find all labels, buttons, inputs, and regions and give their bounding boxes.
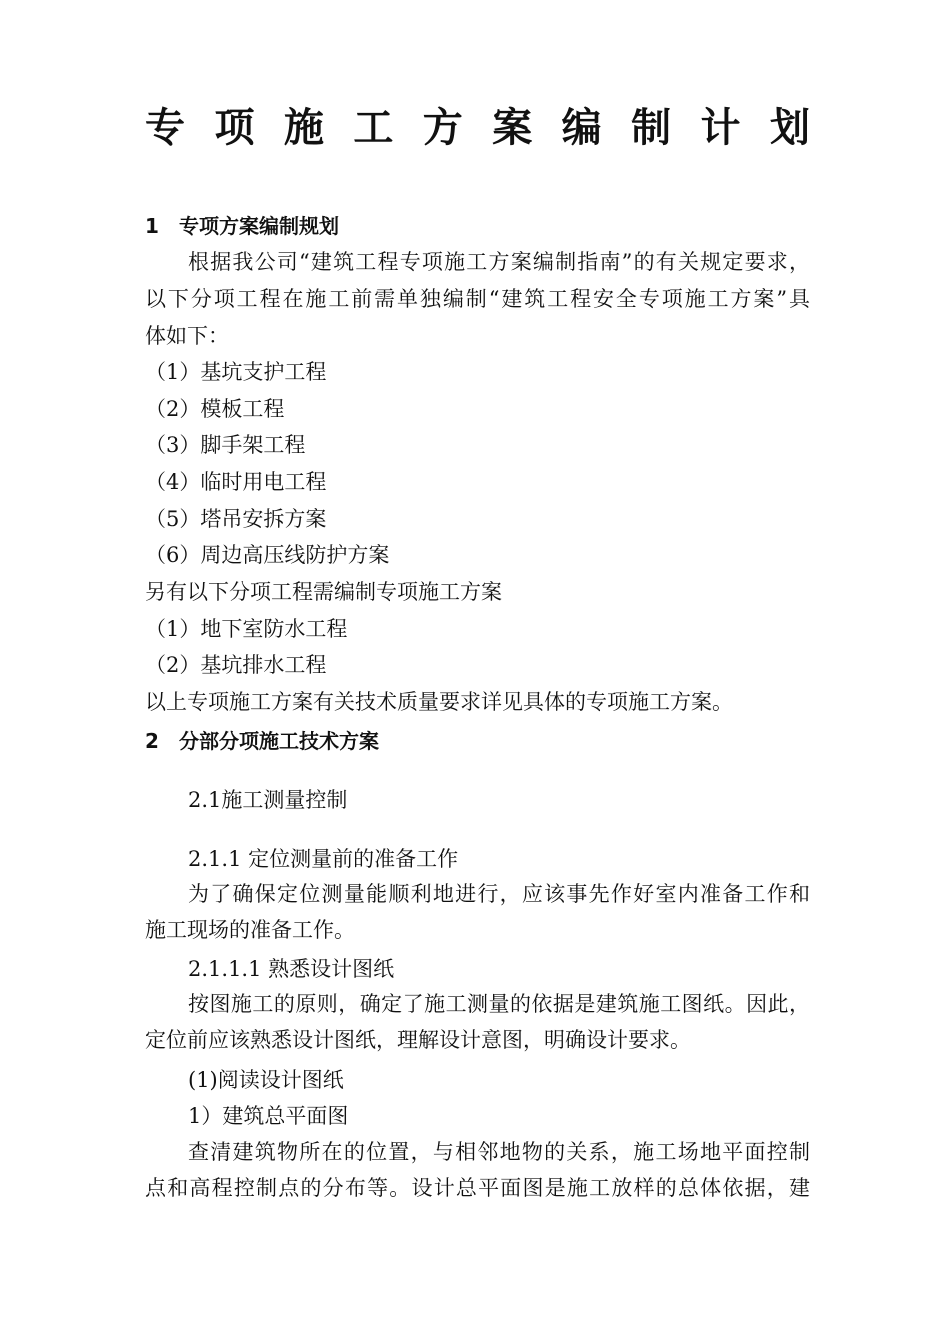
list-item: (1)阅读设计图纸 [188, 1068, 344, 1092]
title-char: 施 [283, 104, 324, 151]
subsection-heading: 2.1.1.1 熟悉设计图纸 [188, 957, 395, 981]
list-item: （6）周边高压线防护方案 [145, 543, 390, 567]
title-char: 划 [769, 104, 810, 151]
list-item: （1）基坑支护工程 [145, 360, 327, 384]
subsection-heading: 2.1.1 定位测量前的准备工作 [188, 847, 459, 871]
paragraph-line: 施工现场的准备工作。 [145, 918, 355, 942]
list-item: （2）模板工程 [145, 397, 285, 421]
section-title: 分部分项施工技术方案 [179, 729, 379, 753]
title-char: 方 [422, 104, 463, 151]
paragraph-line: 以上专项施工方案有关技术质量要求详见具体的专项施工方案。 [145, 690, 733, 714]
title-char: 项 [214, 104, 255, 151]
subsection-heading: 2.1施工测量控制 [188, 788, 348, 812]
paragraph-line: 体如下： [145, 324, 229, 348]
title-char: 工 [353, 104, 394, 151]
paragraph-line: 另有以下分项工程需编制专项施工方案 [145, 580, 502, 604]
list-item: （4）临时用电工程 [145, 470, 327, 494]
paragraph-line: 点和高程控制点的分布等。设计总平面图是施工放样的总体依据，建 [145, 1176, 810, 1200]
paragraph-line: 定位前应该熟悉设计图纸，理解设计意图，明确设计要求。 [145, 1028, 691, 1052]
list-item: （2）基坑排水工程 [145, 653, 327, 677]
title-char: 案 [492, 104, 533, 151]
title-char: 编 [561, 104, 602, 151]
section-2-heading [145, 727, 810, 755]
paragraph-line: 按图施工的原则，确定了施工测量的依据是建筑施工图纸。因此， [188, 992, 810, 1016]
title-char: 专 [145, 104, 185, 151]
list-item: 1）建筑总平面图 [188, 1104, 349, 1128]
list-item: （3）脚手架工程 [145, 433, 306, 457]
section-number: 2 [145, 729, 159, 753]
title-char: 计 [700, 104, 741, 151]
section-1-heading [145, 212, 810, 240]
paragraph-line: 以下分项工程在施工前需单独编制“建筑工程安全专项施工方案”具 [145, 287, 810, 311]
title-char: 制 [631, 104, 672, 151]
section-number: 1 [145, 214, 159, 238]
document-title [145, 100, 810, 156]
list-item: （5）塔吊安拆方案 [145, 507, 327, 531]
list-item: （1）地下室防水工程 [145, 617, 348, 641]
paragraph-line: 查清建筑物所在的位置，与相邻地物的关系，施工场地平面控制 [188, 1140, 810, 1164]
section-title: 专项方案编制规划 [179, 214, 339, 238]
paragraph-line: 根据我公司“建筑工程专项施工方案编制指南”的有关规定要求， [188, 250, 810, 274]
paragraph-line: 为了确保定位测量能顺利地进行，应该事先作好室内准备工作和 [188, 882, 810, 906]
